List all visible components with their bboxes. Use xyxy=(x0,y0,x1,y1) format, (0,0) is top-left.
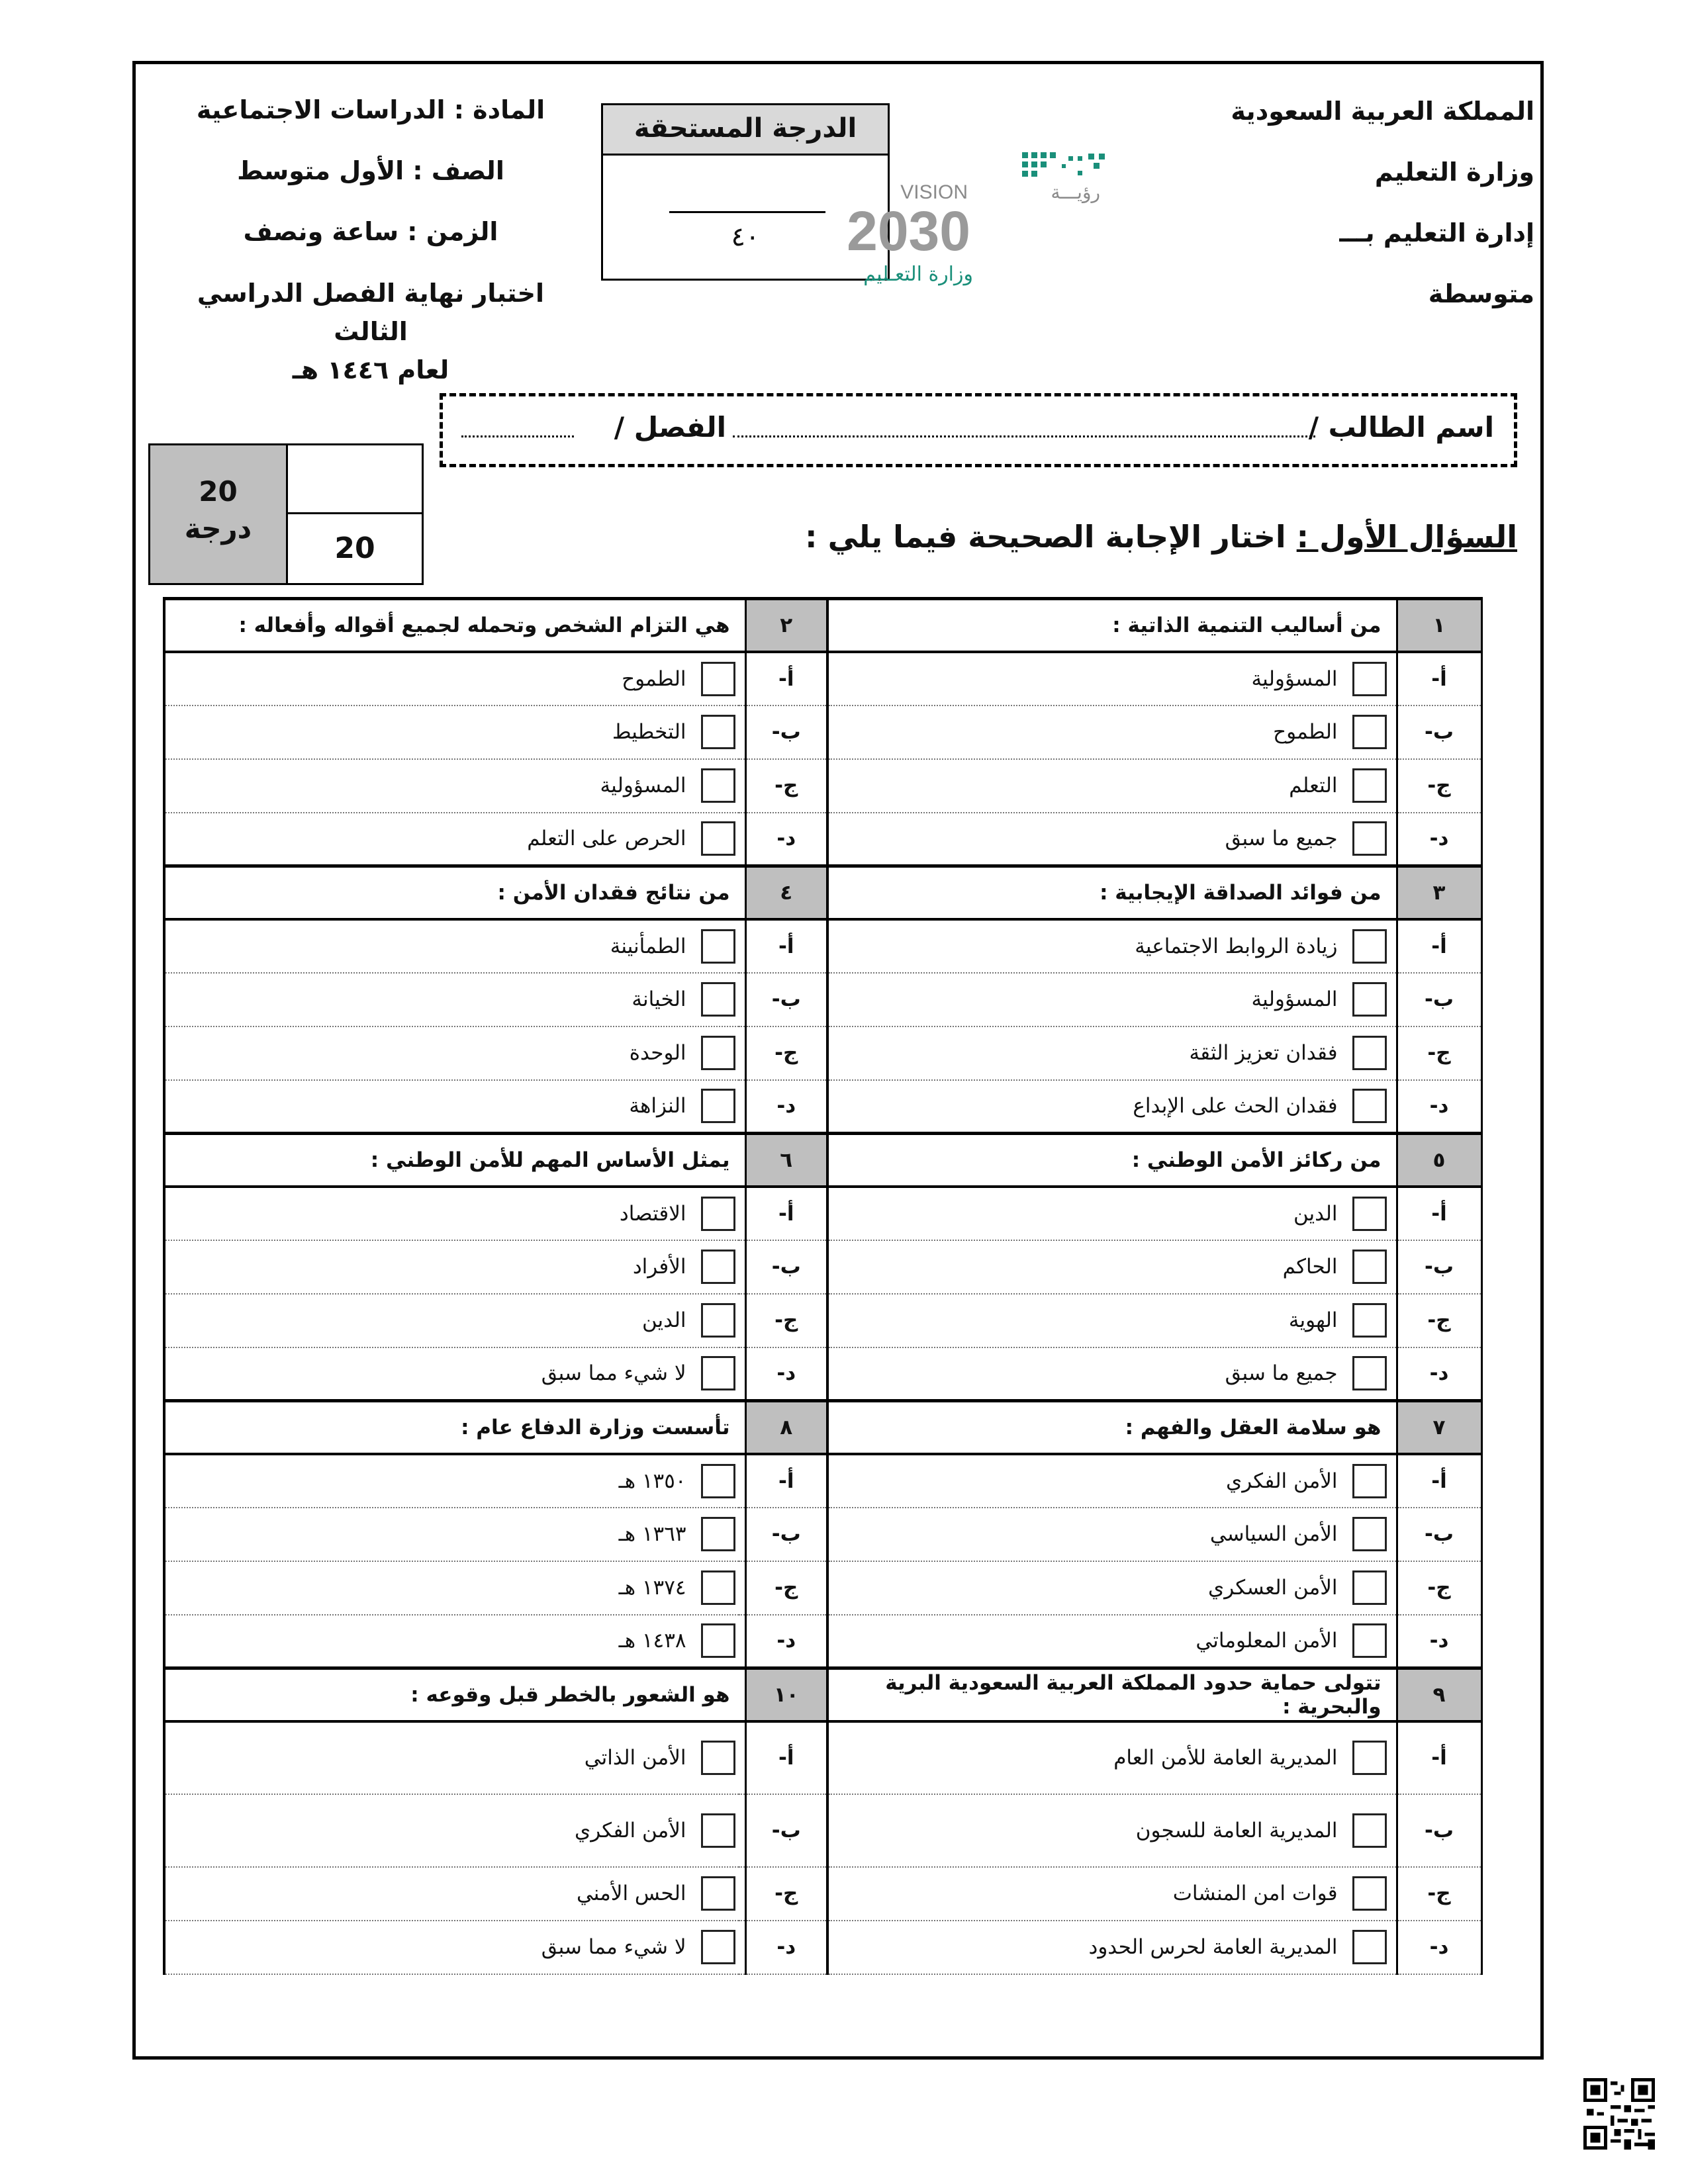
header-exam-info xyxy=(165,91,576,389)
option-row xyxy=(164,973,1481,1026)
option-text: الأمن المعلوماتي xyxy=(1196,1629,1338,1653)
answer-checkbox[interactable] xyxy=(701,1089,735,1123)
score-total: ٤٠ xyxy=(731,222,760,252)
option-row xyxy=(164,759,1481,813)
option-text: الاقتصاد xyxy=(619,1201,686,1226)
option-letter: أ- xyxy=(1397,1187,1481,1240)
option-row xyxy=(164,1794,1481,1867)
option-cell xyxy=(827,813,1397,866)
option-text: التعلم xyxy=(1289,774,1338,797)
student-name-label: اسم الطالب / xyxy=(1308,411,1494,443)
option-text: المديرية العامة للأمن العام xyxy=(1113,1746,1338,1770)
option-text: فقدان تعزيز الثقة xyxy=(1189,1041,1338,1065)
option-letter: ب- xyxy=(1397,973,1481,1026)
question-number: ٥ xyxy=(1397,1134,1481,1187)
option-cell xyxy=(827,1615,1397,1668)
class-label: الفصل / xyxy=(614,411,726,443)
question-number: ٩ xyxy=(1397,1668,1481,1721)
option-text: المديرية العامة لحرس الحدود xyxy=(1088,1935,1338,1959)
answer-checkbox[interactable] xyxy=(701,1303,735,1338)
option-cell xyxy=(164,1026,745,1080)
ministry-logo-text: وزارة التعـليم xyxy=(863,263,973,286)
answer-checkbox[interactable] xyxy=(701,929,735,964)
answer-checkbox[interactable] xyxy=(701,1930,735,1964)
option-cell xyxy=(164,1347,745,1401)
option-cell xyxy=(164,813,745,866)
option-cell xyxy=(164,1867,745,1921)
option-text: الأمن العسكري xyxy=(1208,1576,1338,1600)
option-letter: أ- xyxy=(745,1454,827,1508)
option-cell xyxy=(827,1867,1397,1921)
question-text: من ركائز الأمن الوطني : xyxy=(827,1134,1397,1187)
answer-checkbox[interactable] xyxy=(1352,1356,1387,1390)
option-text: الطموح xyxy=(1273,720,1338,744)
exam-title: اختبار نهاية الفصل الدراسي الثالث xyxy=(197,279,545,346)
answer-checkbox[interactable] xyxy=(701,715,735,749)
question-text: تتولى حماية حدود المملكة العربية السعودية البرية والبحرية : xyxy=(827,1668,1397,1721)
option-text: ١٣٥٠ هـ xyxy=(618,1469,686,1493)
option-letter: أ- xyxy=(745,652,827,705)
option-letter: د- xyxy=(745,1347,827,1401)
option-letter: ب- xyxy=(1397,1508,1481,1561)
option-cell xyxy=(827,1294,1397,1347)
subject: المادة : الدراسات الاجتماعية xyxy=(196,95,545,124)
option-cell xyxy=(827,1721,1397,1794)
answer-checkbox[interactable] xyxy=(701,662,735,696)
option-text: الخيانة xyxy=(632,987,686,1011)
option-row xyxy=(164,1921,1481,1974)
earned-score-title: الدرجة المستحقة xyxy=(603,105,888,156)
answer-checkbox[interactable] xyxy=(1352,982,1387,1017)
answer-checkbox[interactable] xyxy=(701,1876,735,1911)
option-cell xyxy=(164,973,745,1026)
option-row xyxy=(164,1294,1481,1347)
question-text: تأسست وزارة الدفاع عام : xyxy=(164,1401,745,1454)
grade-score: 20 xyxy=(334,531,375,565)
answer-checkbox[interactable] xyxy=(701,768,735,803)
option-cell xyxy=(164,1794,745,1867)
question-heading xyxy=(805,519,1517,555)
option-cell xyxy=(827,1561,1397,1615)
answer-checkbox[interactable] xyxy=(1352,662,1387,696)
year-text: 2030 xyxy=(847,200,970,262)
country-name: المملكة العربية السعودية xyxy=(1231,97,1534,126)
option-row xyxy=(164,1867,1481,1921)
option-letter: د- xyxy=(1397,1080,1481,1134)
option-cell xyxy=(164,652,745,705)
option-text: الحس الأمني xyxy=(576,1882,686,1905)
option-cell xyxy=(164,1615,745,1668)
option-letter: ب- xyxy=(1397,705,1481,759)
question-text: هو الشعور بالخطر قبل وقوعه : xyxy=(164,1668,745,1721)
option-text: الحرص على التعلم xyxy=(527,827,686,851)
option-letter: د- xyxy=(1397,1347,1481,1401)
option-cell xyxy=(164,759,745,813)
answer-checkbox[interactable] xyxy=(1352,1570,1387,1605)
answer-checkbox[interactable] xyxy=(701,1036,735,1070)
option-text: فقدان الحث على الإبداع xyxy=(1133,1094,1338,1118)
answer-checkbox[interactable] xyxy=(1352,768,1387,803)
option-letter: د- xyxy=(1397,1921,1481,1974)
answer-checkbox[interactable] xyxy=(1352,1930,1387,1964)
option-cell xyxy=(827,1794,1397,1867)
answer-checkbox[interactable] xyxy=(1352,715,1387,749)
option-row xyxy=(164,1240,1481,1294)
option-row xyxy=(164,1615,1481,1668)
question-number: ٨ xyxy=(745,1401,827,1454)
question-text: من نتائج فقدان الأمن : xyxy=(164,866,745,919)
option-letter: ج- xyxy=(745,1026,827,1080)
option-text: لا شيء مما سبق xyxy=(541,1935,686,1959)
answer-checkbox[interactable] xyxy=(1352,1303,1387,1338)
option-text: الأمن الفكري xyxy=(1225,1469,1338,1493)
option-letter: د- xyxy=(1397,1615,1481,1668)
answer-checkbox[interactable] xyxy=(701,1570,735,1605)
option-cell xyxy=(164,1921,745,1974)
option-row xyxy=(164,1026,1481,1080)
option-letter: أ- xyxy=(1397,919,1481,973)
option-cell xyxy=(827,973,1397,1026)
option-text: ١٤٣٨ هـ xyxy=(618,1629,686,1653)
answer-checkbox[interactable] xyxy=(1352,929,1387,964)
option-letter: أ- xyxy=(1397,1454,1481,1508)
answer-checkbox[interactable] xyxy=(1352,821,1387,856)
option-text: الأمن الذاتي xyxy=(584,1746,686,1770)
option-cell xyxy=(827,1921,1397,1974)
option-row xyxy=(164,1454,1481,1508)
option-row xyxy=(164,705,1481,759)
answer-checkbox[interactable] xyxy=(701,1517,735,1551)
question-row xyxy=(164,1401,1481,1454)
school-type: متوسطة xyxy=(1428,279,1534,308)
option-text: جميع ما سبق xyxy=(1225,1361,1338,1386)
option-text: المسؤولية xyxy=(600,774,686,797)
option-cell xyxy=(827,1187,1397,1240)
option-letter: ب- xyxy=(745,1794,827,1867)
answer-checkbox[interactable] xyxy=(701,982,735,1017)
option-letter: ج- xyxy=(745,1294,827,1347)
mcq-table xyxy=(163,597,1483,1975)
option-cell xyxy=(164,1508,745,1561)
answer-checkbox[interactable] xyxy=(1352,1741,1387,1775)
option-cell xyxy=(827,705,1397,759)
option-letter: د- xyxy=(745,1921,827,1974)
option-row xyxy=(164,652,1481,705)
option-cell xyxy=(827,652,1397,705)
vision-2030-logo xyxy=(847,144,1174,296)
class-field[interactable] xyxy=(461,418,574,437)
option-text: ١٣٦٣ هـ xyxy=(618,1522,686,1546)
option-row xyxy=(164,1187,1481,1240)
answer-checkbox[interactable] xyxy=(1352,1036,1387,1070)
option-letter: أ- xyxy=(745,919,827,973)
option-text: الأمن السياسي xyxy=(1209,1522,1338,1546)
option-text: الهوية xyxy=(1288,1308,1338,1332)
option-cell xyxy=(827,1347,1397,1401)
answer-checkbox[interactable] xyxy=(701,1250,735,1284)
grade-level: الصف : الأول متوسط xyxy=(237,156,504,185)
question-number: ١ xyxy=(1397,599,1481,652)
option-text: الوحدة xyxy=(629,1041,686,1065)
score-fraction-line xyxy=(669,211,825,213)
header-institution xyxy=(1164,93,1534,336)
option-text: لا شيء مما سبق xyxy=(541,1361,686,1386)
option-letter: د- xyxy=(745,1080,827,1134)
option-letter: ب- xyxy=(1397,1794,1481,1867)
option-text: قوات امن المنشات xyxy=(1172,1882,1338,1905)
answer-checkbox[interactable] xyxy=(1352,1517,1387,1551)
student-name-field[interactable] xyxy=(733,418,1315,437)
option-letter: ج- xyxy=(1397,1026,1481,1080)
option-letter: ب- xyxy=(745,1508,827,1561)
answer-checkbox[interactable] xyxy=(701,1197,735,1231)
answer-checkbox[interactable] xyxy=(1352,1813,1387,1848)
exam-year: لعام ١٤٤٦ هـ xyxy=(292,355,449,385)
option-letter: ج- xyxy=(1397,1867,1481,1921)
student-info-box xyxy=(440,393,1517,467)
option-cell xyxy=(164,1721,745,1794)
question-number: ٣ xyxy=(1397,866,1481,919)
option-letter: ب- xyxy=(745,973,827,1026)
answer-checkbox[interactable] xyxy=(701,1623,735,1658)
option-cell xyxy=(827,1508,1397,1561)
qr-code xyxy=(1583,2078,1655,2150)
option-text: النزاهة xyxy=(629,1094,686,1118)
option-letter: ب- xyxy=(1397,1240,1481,1294)
answer-checkbox[interactable] xyxy=(1352,1250,1387,1284)
option-text: الدين xyxy=(641,1308,686,1332)
option-letter: ب- xyxy=(745,1240,827,1294)
option-letter: د- xyxy=(1397,813,1481,866)
option-letter: د- xyxy=(745,1615,827,1668)
question-label: السؤال الأول : xyxy=(1296,519,1517,555)
option-text: جميع ما سبق xyxy=(1225,827,1338,851)
option-letter: ج- xyxy=(745,759,827,813)
answer-checkbox[interactable] xyxy=(701,1813,735,1848)
option-cell xyxy=(827,1454,1397,1508)
question-row xyxy=(164,1134,1481,1187)
option-row xyxy=(164,919,1481,973)
option-text: الأمن الفكري xyxy=(574,1818,686,1843)
option-text: الأفراد xyxy=(632,1255,686,1279)
option-text: الحاكم xyxy=(1282,1255,1338,1279)
option-text: الطمأنينة xyxy=(610,934,686,958)
question-row xyxy=(164,866,1481,919)
option-text: الدين xyxy=(1293,1201,1338,1226)
option-letter: ب- xyxy=(745,705,827,759)
answer-checkbox[interactable] xyxy=(1352,1197,1387,1231)
answer-checkbox[interactable] xyxy=(701,1356,735,1390)
ministry-name: وزارة التعليم xyxy=(1374,158,1534,187)
option-row xyxy=(164,1561,1481,1615)
question-instruction: اختار الإجابة الصحيحة فيما يلي : xyxy=(805,519,1286,555)
question-text: هي التزام الشخص وتحمله لجميع أقواله وأفعاله : xyxy=(164,599,745,652)
answer-checkbox[interactable] xyxy=(1352,1876,1387,1911)
question-text: من فوائد الصداقة الإيجابية : xyxy=(827,866,1397,919)
option-cell xyxy=(164,1187,745,1240)
question-number: ٦ xyxy=(745,1134,827,1187)
option-text: ١٣٧٤ هـ xyxy=(618,1576,686,1600)
option-letter: ج- xyxy=(745,1867,827,1921)
option-letter: ج- xyxy=(1397,1561,1481,1615)
option-row xyxy=(164,813,1481,866)
education-admin: إدارة التعليم بـــ xyxy=(1339,218,1534,248)
option-cell xyxy=(164,1240,745,1294)
grade-blank-cell xyxy=(288,445,422,514)
grade-points-value: 20 xyxy=(199,475,238,508)
exam-time: الزمن : ساعة ونصف xyxy=(243,217,498,246)
option-letter: أ- xyxy=(745,1721,827,1794)
option-cell xyxy=(164,1080,745,1134)
option-text: المديرية العامة للسجون xyxy=(1135,1818,1338,1843)
vision-text: VISION xyxy=(900,181,968,203)
answer-checkbox[interactable] xyxy=(701,1464,735,1498)
option-letter: د- xyxy=(745,813,827,866)
option-cell xyxy=(164,1561,745,1615)
question-number: ١٠ xyxy=(745,1668,827,1721)
ruya-text: رؤيـــة xyxy=(1051,181,1100,203)
grade-points xyxy=(150,445,288,583)
option-letter: ج- xyxy=(1397,759,1481,813)
option-text: المسؤولية xyxy=(1251,666,1338,691)
option-text: الطموح xyxy=(622,666,686,691)
option-letter: ج- xyxy=(745,1561,827,1615)
option-text: زيادة الروابط الاجتماعية xyxy=(1135,934,1338,958)
option-row xyxy=(164,1508,1481,1561)
answer-checkbox[interactable] xyxy=(1352,1623,1387,1658)
option-cell xyxy=(164,705,745,759)
answer-checkbox[interactable] xyxy=(1352,1089,1387,1123)
option-cell xyxy=(164,1294,745,1347)
answer-checkbox[interactable] xyxy=(701,821,735,856)
option-cell xyxy=(827,919,1397,973)
option-letter: أ- xyxy=(745,1187,827,1240)
option-cell xyxy=(827,1240,1397,1294)
option-letter: ج- xyxy=(1397,1294,1481,1347)
option-cell xyxy=(164,919,745,973)
question-row xyxy=(164,599,1481,652)
option-cell xyxy=(827,1026,1397,1080)
option-letter: أ- xyxy=(1397,652,1481,705)
answer-checkbox[interactable] xyxy=(1352,1464,1387,1498)
question-number: ٤ xyxy=(745,866,827,919)
option-text: التخطيط xyxy=(612,720,686,744)
question-text: من أساليب التنمية الذاتية : xyxy=(827,599,1397,652)
option-row xyxy=(164,1721,1481,1794)
option-text: المسؤولية xyxy=(1251,987,1338,1011)
question-row xyxy=(164,1668,1481,1721)
option-cell xyxy=(827,759,1397,813)
question-number: ٧ xyxy=(1397,1401,1481,1454)
option-row xyxy=(164,1080,1481,1134)
question-text: هو سلامة العقل والفهم : xyxy=(827,1401,1397,1454)
option-letter: أ- xyxy=(1397,1721,1481,1794)
answer-checkbox[interactable] xyxy=(701,1741,735,1775)
option-row xyxy=(164,1347,1481,1401)
grade-points-unit: درجة xyxy=(184,512,252,545)
question-number: ٢ xyxy=(745,599,827,652)
option-cell xyxy=(164,1454,745,1508)
question-text: يمثل الأساس المهم للأمن الوطني : xyxy=(164,1134,745,1187)
option-cell xyxy=(827,1080,1397,1134)
question-grade-box xyxy=(148,443,424,585)
